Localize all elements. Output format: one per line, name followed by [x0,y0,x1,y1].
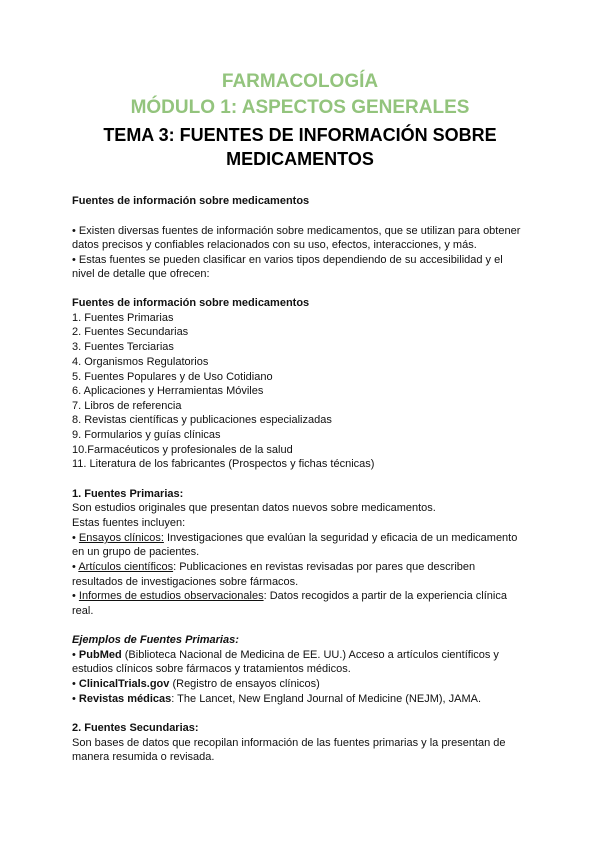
topic-title-line-2: MEDICAMENTOS [226,149,374,169]
intro-bullet-1-line-1: • Existen diversas fuentes de información sobre medicamentos, que se utilizan para obtener [72,225,521,237]
ejemplo-pubmed: • PubMed (Biblioteca Nacional de Medicina de EE. UU.) Acceso a artículos científicos y [72,649,499,661]
list-item: 4. Organismos Regulatorios [72,356,209,368]
primarias-item-articulos: • Artículos científicos: Publicaciones en revistas revisadas por pares que describen [72,561,476,573]
clinicaltrials-term: ClinicalTrials.gov [78,678,170,690]
primarias-item-ensayos: • Ensayos clínicos: Investigaciones que evalúan la seguridad y eficacia de un medicamento [72,532,518,544]
list-item: 5. Fuentes Populares y de Uso Cotidiano [72,371,273,383]
module-title: MÓDULO 1: ASPECTOS GENERALES [130,97,470,118]
intro-heading: Fuentes de información sobre medicamentos [72,195,310,207]
secundarias-line-2: manera resumida o revisada. [72,751,215,763]
intro-bullet-2-line-1: • Estas fuentes se pueden clasificar en varios tipos dependiendo de su accesibilidad y el [72,254,503,266]
list-heading: Fuentes de información sobre medicamentos [72,297,310,309]
ejemplo-pubmed-cont: estudios clínicos sobre fármacos y tratamientos médicos. [72,663,351,675]
list-item: 11. Literatura de los fabricantes (Prospectos y fichas técnicas) [72,458,375,470]
informes-term: Informes de estudios observacionales [78,590,264,602]
intro-bullet-1-line-2: datos precisos y confiables relacionados con su uso, efectos, interacciones, y más. [72,239,477,251]
revistas-term: Revistas médicas [78,693,172,705]
secundarias-line-1: Son bases de datos que recopilan información de las fuentes primarias y la presentan de [72,737,506,749]
primarias-includes: Estas fuentes incluyen: [72,517,186,529]
list-item: 9. Formularios y guías clínicas [72,429,221,441]
primarias-description: Son estudios originales que presentan datos nuevos sobre medicamentos. [72,502,436,514]
list-item: 10.Farmacéuticos y profesionales de la salud [72,444,293,456]
primarias-item-articulos-cont: resultados de investigaciones sobre fármacos. [72,576,299,588]
ejemplo-revistas: • Revistas médicas: The Lancet, New England Journal of Medicine (NEJM), JAMA. [72,693,482,705]
pubmed-term: PubMed [78,649,122,661]
list-item: 1. Fuentes Primarias [72,312,174,324]
primarias-item-informes-cont: real. [72,605,94,617]
course-title: FARMACOLOGÍA [221,71,379,92]
articulos-term: Artículos científicos [78,561,174,573]
intro-bullet-2-line-2: nivel de detalle que ofrecen: [72,268,210,280]
topic-title-line-1: TEMA 3: FUENTES DE INFORMACIÓN SOBRE [103,125,497,145]
primarias-heading: 1. Fuentes Primarias: [72,488,184,500]
secundarias-heading: 2. Fuentes Secundarias: [72,722,199,734]
ensayos-term: Ensayos clínicos: [78,532,164,544]
ejemplos-heading: Ejemplos de Fuentes Primarias: [72,634,239,646]
list-item: 3. Fuentes Terciarias [72,341,174,353]
list-item: 2. Fuentes Secundarias [72,326,189,338]
list-item: 7. Libros de referencia [72,400,182,412]
primarias-item-informes: • Informes de estudios observacionales: Datos recogidos a partir de la experiencia clínica [72,590,507,602]
ejemplo-clinicaltrials: • ClinicalTrials.gov (Registro de ensayos clínicos) [72,678,320,690]
list-item: 8. Revistas científicas y publicaciones especializadas [72,414,332,426]
list-item: 6. Aplicaciones y Herramientas Móviles [72,385,264,397]
primarias-item-ensayos-cont: en un grupo de pacientes. [72,546,200,558]
